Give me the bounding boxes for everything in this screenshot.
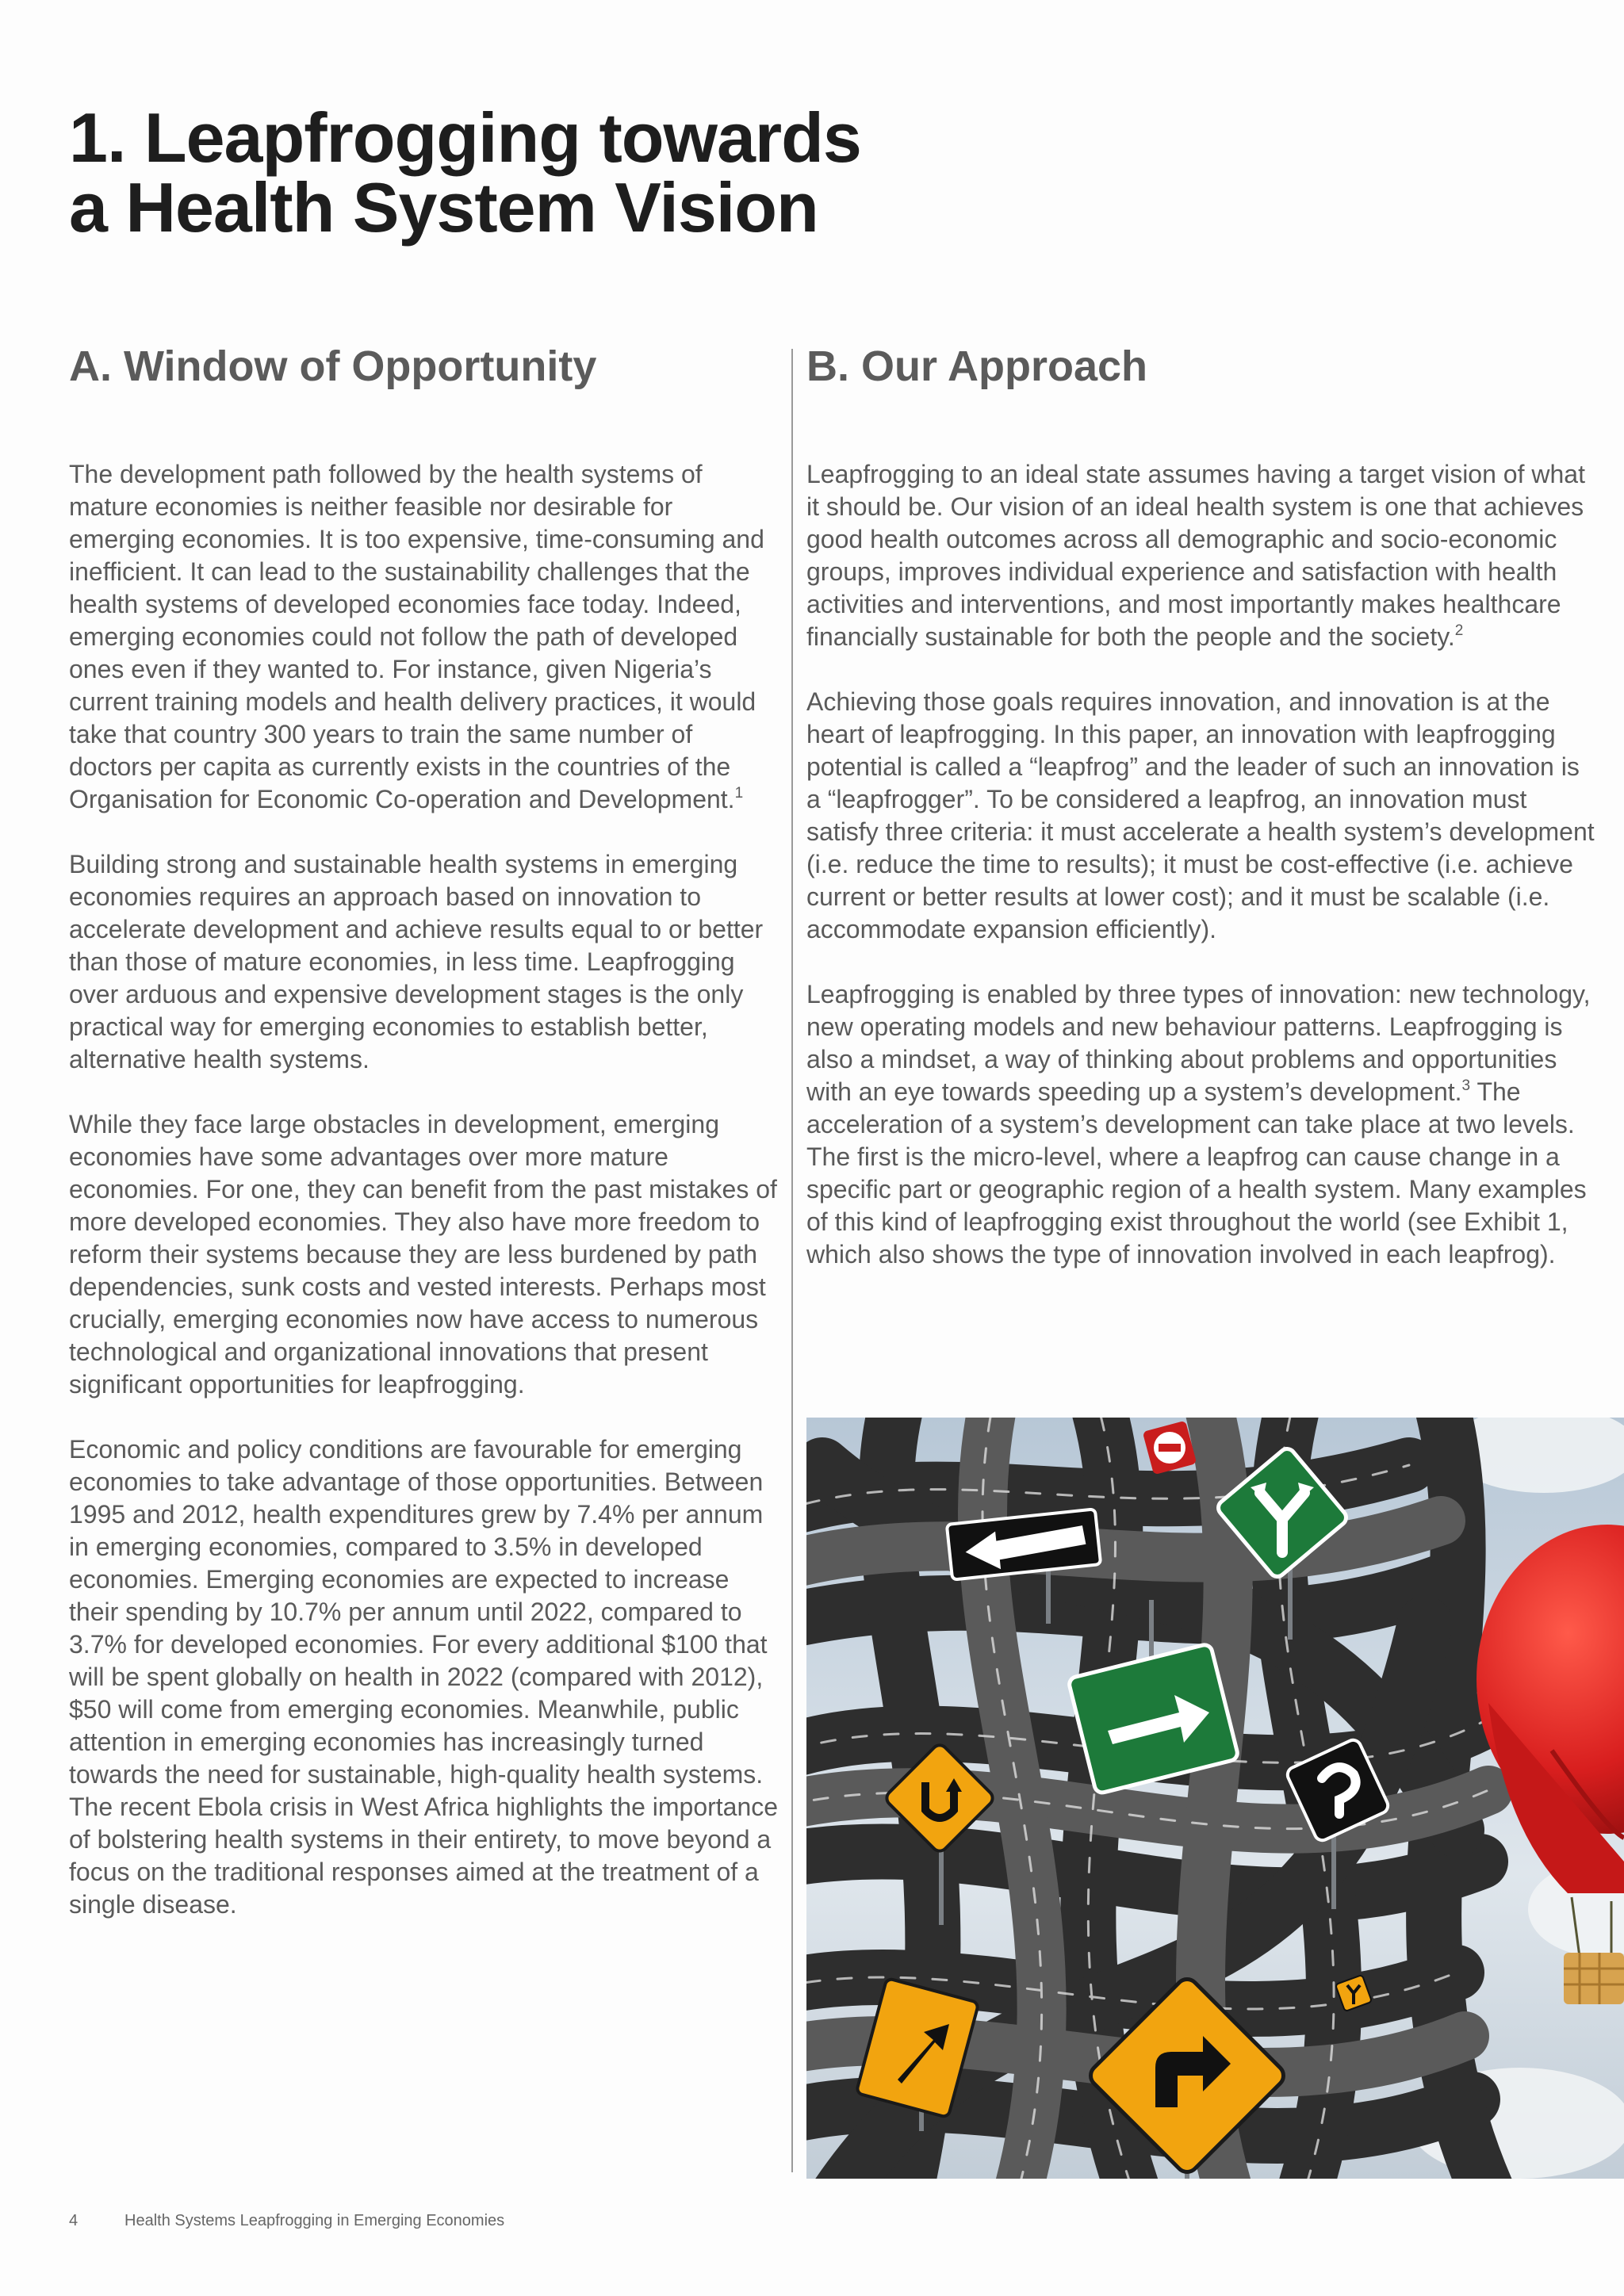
section-b-body xyxy=(806,458,1599,1303)
page-title-line-2: a Health System Vision xyxy=(69,168,818,247)
page-number: 4 xyxy=(69,2212,79,2229)
road-signs-photo xyxy=(806,1418,1624,2179)
section-a-heading: A. Window of Opportunity xyxy=(69,342,597,390)
publication-title: Health Systems Leapfrogging in Emerging Economies xyxy=(124,2212,505,2229)
page-title xyxy=(69,98,1100,247)
paragraph: The development path followed by the health systems of mature economies is neither feasible nor desirable for emerging economies. It is too expensive, time-consuming and inefficient. It can lead to the sustainability challenges that the health systems of developed economies face today. Indeed, emerging economies could not follow the path of developed ones even if they wanted to. For instance, given Nigeria’s current training models and health delivery practices, it would take that country 300 years to train the same number of doctors per capita as currently exists in the countries of the Organisation for Economic Co-operation and Development.$^1$ xyxy=(69,460,764,813)
paragraph: Achieving those goals requires innovation, and innovation is at the heart of leapfrogging. In this paper, an innovation with leapfrogging potential is called a “leapfrog” and the leader of such an innovation is a “leapfrogger”. To be considered a leapfrog, an innovation must satisfy three criteria: it must accelerate a health system’s development (i.e. reduce the time to results); it must be cost-effective (i.e. achieve current or better results at lower cost); and it must be scalable (i.e. accommodate expansion efficiently). xyxy=(806,687,1595,943)
road-signs-illustration xyxy=(806,1418,1624,2179)
paragraph: Economic and policy conditions are favourable for emerging economies to take advantage of those opportunities. Between 1995 and 2012, health expenditures grew by 7.4% per annum in emerging economies, compared to 3.5% in developed economies. Emerging economies are expected to increase their spending by 10.7% per annum until 2022, compared to 3.7% for developed economies. For every additional $100 that will be spent globally on health in 2022 (compared with 2012), $50 will come from emerging economies. Meanwhile, public attention in emerging economies has increasingly turned towards the need for sustainable, high-quality health systems. The recent Ebola crisis in West Africa highlights the importance of bolstering health systems in their entirety, to move beyond a focus on the traditional responses aimed at the treatment of a single disease. xyxy=(69,1435,779,1919)
column-divider xyxy=(791,349,793,2172)
section-a-body xyxy=(69,458,783,1954)
paragraph: Leapfrogging to an ideal state assumes having a target vision of what it should be. Our vision of an ideal health system is one that achieves good health outcomes across all demographic and socio-economic groups, improves individual experience and satisfaction with health activities and interventions, and most importantly makes healthcare financially sustainable for both the people and the society.$^2$ xyxy=(806,460,1585,651)
paragraph: Leapfrogging is enabled by three types of innovation: new technology, new operating models and new behaviour patterns. Leapfrogging is also a mindset, a way of thinking about problems and opportunities with an eye towards speeding up a system’s development.$^3$ The acceleration of a system’s development can take place at two levels. The first is the micro-level, where a leapfrog can cause change in a specific part or geographic region of a health system. Many examples of this kind of leapfrogging exist throughout the world (see Exhibit 1, which also shows the type of innovation involved in each leapfrog). xyxy=(806,980,1591,1269)
footnote-marker[interactable]: 2 xyxy=(1454,622,1464,639)
paragraph: Building strong and sustainable health systems in emerging economies requires an approach based on innovation to accelerate development and achieve results equal to or better than those of mature economies, in less time. Leapfrogging over arduous and expensive development stages is the only practical way for emerging economies to establish better, alternative health systems. xyxy=(69,850,764,1073)
paragraph: While they face large obstacles in development, emerging economies have some advantages over more mature economies. For one, they can benefit from the past mistakes of more developed economies. They also have more freedom to reform their systems because they are less burdened by path dependencies, sunk costs and vested interests. Perhaps most crucially, emerging economies now have access to numerous technological and organizational innovations that present significant opportunities for leapfrogging. xyxy=(69,1110,777,1399)
footnote-marker[interactable]: 3 xyxy=(1461,1077,1471,1094)
page-title-line-1: 1. Leapfrogging towards xyxy=(69,98,861,177)
footnote-marker[interactable]: 1 xyxy=(734,785,744,802)
section-b-heading: B. Our Approach xyxy=(806,342,1148,390)
